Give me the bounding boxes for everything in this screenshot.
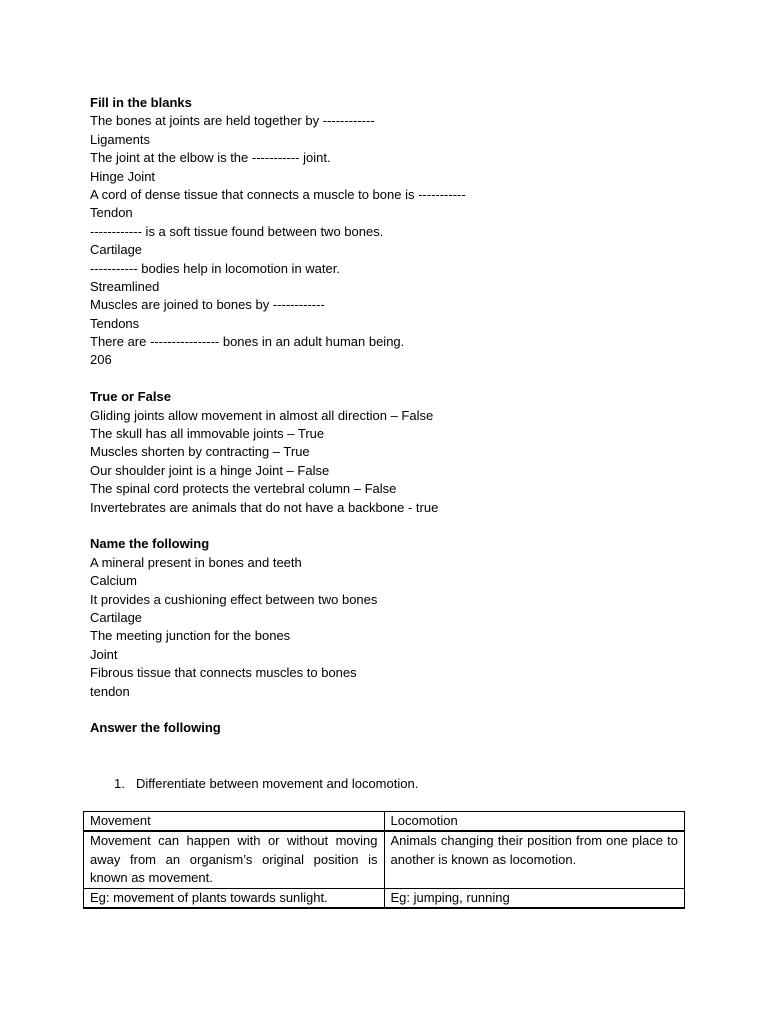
true-false-item: Gliding joints allow movement in almost all direction – False (90, 407, 434, 423)
name-question: It provides a cushioning effect between two bones (90, 591, 378, 607)
fill-blank-answer: Hinge Joint (90, 168, 156, 184)
name-following-heading: Name the following (90, 536, 210, 552)
table-row (84, 888, 685, 908)
name-answer: Calcium (90, 573, 137, 589)
fill-blank-question: There are ---------------- bones in an adult human being. (90, 334, 405, 350)
list-number: 1. (114, 776, 125, 791)
fill-blank-answer: Tendon (90, 205, 133, 221)
spacer (90, 370, 700, 388)
true-false-item: Our shoulder joint is a hinge Joint – False (90, 462, 330, 478)
fill-blank-answer: Tendons (90, 315, 140, 331)
spacer (90, 517, 700, 535)
fill-blank-answer: Ligaments (90, 131, 150, 147)
fill-blank-question: The joint at the elbow is the ----------- joint. (90, 150, 331, 166)
table-cell: Movement can happen with or without moving away from an organism’s original position is known as movement. (84, 831, 385, 888)
table-header-cell: Locomotion (384, 812, 685, 832)
true-false-heading: True or False (90, 389, 171, 405)
name-answer: Cartilage (90, 609, 143, 625)
fill-blank-question: ----------- bodies help in locomotion in water. (90, 260, 340, 276)
true-false-item: The spinal cord protects the vertebral column – False (90, 481, 397, 497)
table-header-row (84, 812, 685, 832)
fill-blank-answer: 206 (90, 352, 112, 368)
comparison-table (83, 811, 685, 909)
fill-blank-question: A cord of dense tissue that connects a muscle to bone is ----------- (90, 186, 466, 202)
table-header-cell: Movement (84, 812, 385, 832)
true-false-item: The skull has all immovable joints – True (90, 426, 325, 442)
name-answer: Joint (90, 646, 118, 662)
table-cell: Animals changing their position from one place to another is known as locomotion. (384, 831, 685, 888)
true-false-item: Invertebrates are animals that do not have a backbone - true (90, 499, 439, 515)
table-cell: Eg: movement of plants towards sunlight. (84, 888, 385, 908)
fill-blank-answer: Streamlined (90, 278, 160, 294)
true-false-item: Muscles shorten by contracting – True (90, 444, 310, 460)
question-text: Differentiate between movement and locomotion. (136, 776, 419, 791)
name-question: Fibrous tissue that connects muscles to bones (90, 665, 357, 681)
spacer (90, 701, 700, 719)
fill-blank-question: ------------ is a soft tissue found between two bones. (90, 223, 384, 239)
fill-blanks-heading: Fill in the blanks (90, 95, 192, 110)
fill-blank-question: The bones at joints are held together by ------------ (90, 113, 375, 129)
name-answer: tendon (90, 683, 130, 699)
fill-blank-answer: Cartilage (90, 242, 143, 258)
table-cell: Eg: jumping, running (384, 888, 685, 908)
name-question: A mineral present in bones and teeth (90, 554, 302, 570)
answer-following-heading: Answer the following (90, 720, 221, 736)
name-question: The meeting junction for the bones (90, 628, 291, 644)
question-list-item (114, 775, 418, 793)
table-row (84, 831, 685, 888)
fill-blank-question: Muscles are joined to bones by ------------ (90, 297, 325, 313)
document-body (90, 94, 700, 738)
